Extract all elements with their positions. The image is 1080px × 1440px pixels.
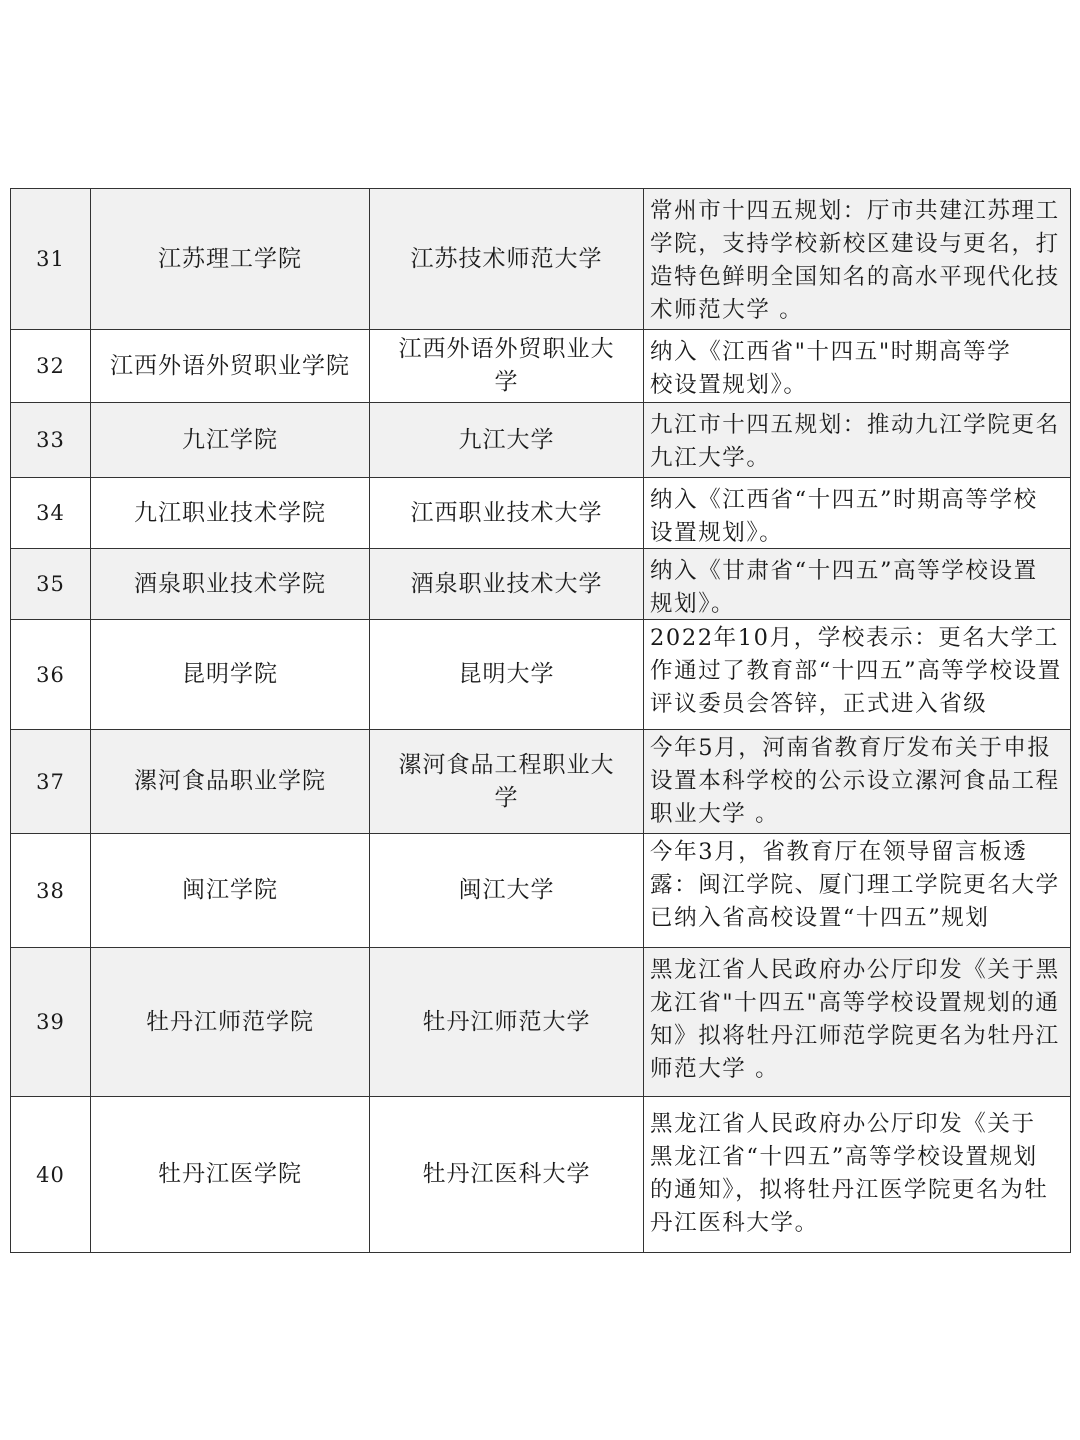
row-number: 33 [11,403,91,478]
row-number: 38 [11,834,91,948]
target-name: 昆明大学 [370,620,644,730]
table-row [11,478,1071,549]
table-row [11,730,1071,834]
table-row [11,330,1071,403]
target-name: 江苏技术师范大学 [370,189,644,330]
data-table [10,188,1071,1253]
row-number: 32 [11,330,91,403]
remark: 黑龙江省人民政府办公厅印发《关于黑龙江省“十四五”高等学校设置规划的通知》，拟将牡丹江医学院更名为牡丹江医科大学。 [644,1097,1071,1253]
target-name: 牡丹江医科大学 [370,1097,644,1253]
remark: 今年5月，河南省教育厅发布关于申报设置本科学校的公示设立漯河食品工程职业大学 。 [644,730,1071,834]
table-row [11,948,1071,1097]
row-number: 39 [11,948,91,1097]
table-row [11,403,1071,478]
remark: 黑龙江省人民政府办公厅印发《关于黑龙江省"十四五"高等学校设置规划的通知》拟将牡丹江师范学院更名为牡丹江师范大学 。 [644,948,1071,1097]
row-number: 36 [11,620,91,730]
target-name: 闽江大学 [370,834,644,948]
current-name: 九江职业技术学院 [91,478,370,549]
university-renaming-table [10,188,1070,1253]
target-name: 江西外语外贸职业大学 [370,330,644,403]
row-number: 31 [11,189,91,330]
current-name: 酒泉职业技术学院 [91,549,370,620]
remark: 纳入《甘肃省“十四五”高等学校设置规划》。 [644,549,1071,620]
table-row [11,834,1071,948]
remark: 常州市十四五规划：厅市共建江苏理工学院，支持学校新校区建设与更名，打造特色鲜明全国知名的高水平现代化技术师范大学 。 [644,189,1071,330]
target-name: 牡丹江师范大学 [370,948,644,1097]
current-name: 江苏理工学院 [91,189,370,330]
remark: 2022年10月，学校表示：更名大学工作通过了教育部“十四五”高等学校设置评议委员会答锌，正式进入省级 [644,620,1071,730]
remark: 纳入《江西省"十四五"时期高等学校设置规划》。 [644,330,1071,403]
remark: 九江市十四五规划：推动九江学院更名九江大学。 [644,403,1071,478]
table-row [11,549,1071,620]
current-name: 牡丹江医学院 [91,1097,370,1253]
current-name: 昆明学院 [91,620,370,730]
remark: 纳入《江西省“十四五”时期高等学校设置规划》。 [644,478,1071,549]
row-number: 35 [11,549,91,620]
table-row [11,620,1071,730]
current-name: 牡丹江师范学院 [91,948,370,1097]
target-name: 漯河食品工程职业大学 [370,730,644,834]
current-name: 九江学院 [91,403,370,478]
table-row [11,189,1071,330]
row-number: 34 [11,478,91,549]
table-row [11,1097,1071,1253]
row-number: 37 [11,730,91,834]
target-name: 江西职业技术大学 [370,478,644,549]
row-number: 40 [11,1097,91,1253]
current-name: 闽江学院 [91,834,370,948]
remark: 今年3月，省教育厅在领导留言板透露：闽江学院、厦门理工学院更名大学已纳入省高校设置“十四五”规划 [644,834,1071,948]
target-name: 酒泉职业技术大学 [370,549,644,620]
current-name: 漯河食品职业学院 [91,730,370,834]
target-name: 九江大学 [370,403,644,478]
current-name: 江西外语外贸职业学院 [91,330,370,403]
